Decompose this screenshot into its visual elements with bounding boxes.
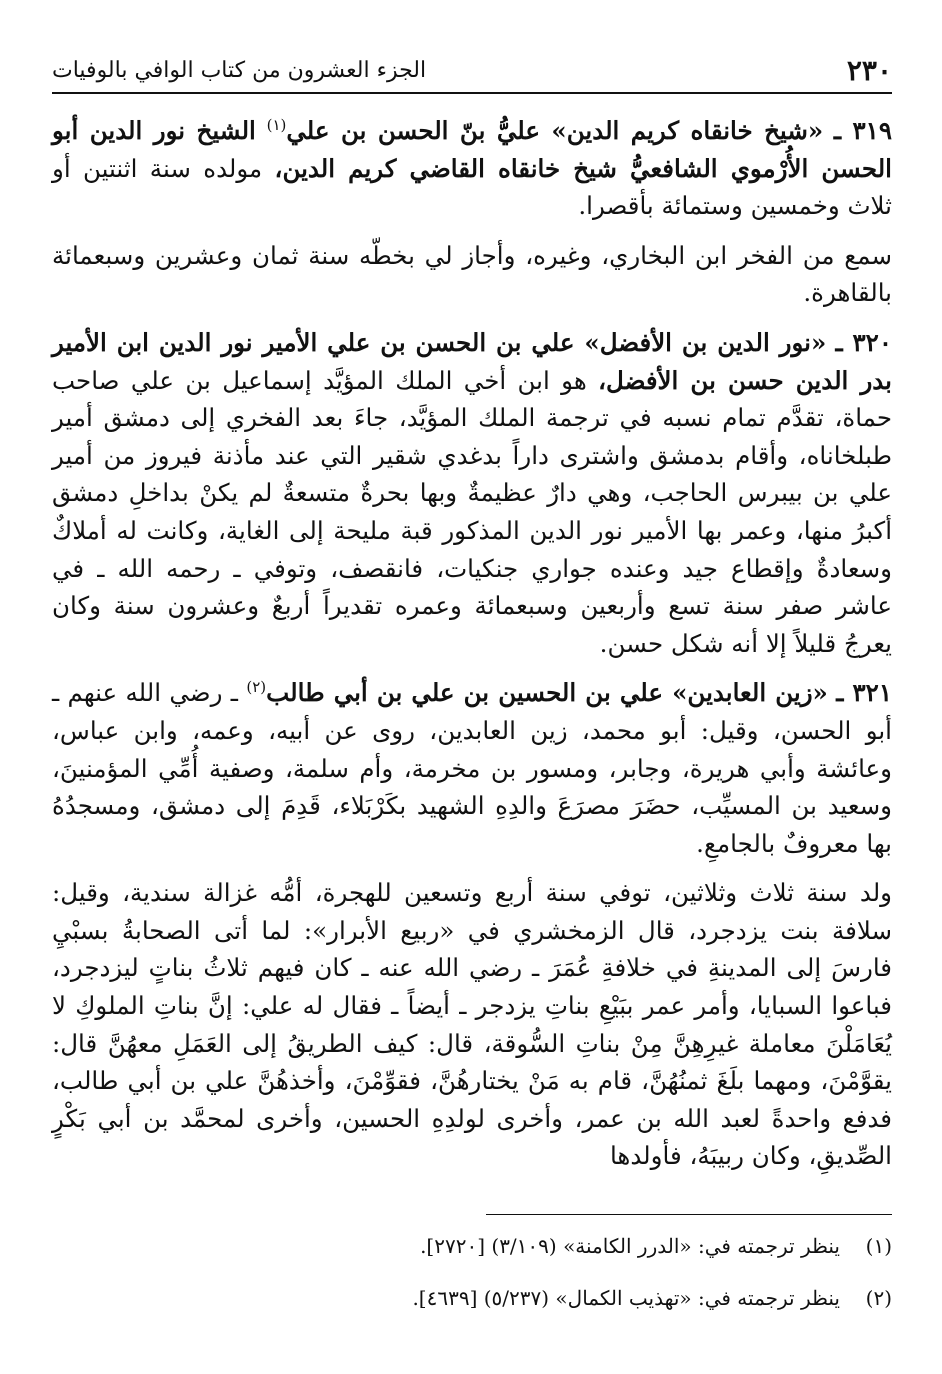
entry-320	[52, 324, 892, 662]
entry-heading: «شيخ خانقاه كريم الدين» عليُّ بنّ الحسن بن علي	[286, 116, 824, 145]
entry-heading: «نور الدين بن الأفضل» علي بن الحسن بن علي الأمير نور الدين ابن الأمير بدر الدين حسن بن الأفضل،	[52, 327, 892, 395]
entry-319	[52, 112, 892, 225]
footnote-ref: (١)	[266, 115, 287, 134]
running-title: الجزء العشرون من كتاب الوافي بالوفيات	[52, 58, 427, 83]
paragraph	[52, 874, 892, 1175]
footnote-mark: (٢)	[865, 1286, 892, 1310]
footnote-divider	[486, 1214, 892, 1215]
footnote-1	[300, 1232, 892, 1260]
entry-number: ٣٢١ ـ	[836, 678, 892, 708]
entry-text: هو ابن أخي الملك المؤيَّد إسماعيل بن علي صاحب حماة، تقدَّم تمام نسبه في ترجمة الملك المؤيَّد، جاءَ بعد الفخري إلى دمشق أمير طبلخاناه، وأقام بدمشق واشترى داراً بدغدي شقير التي عند مأذنة فيروز من أمير علي بن بيبرس الحاجب، وهي دارٌ عظيمةٌ وبها بحرةٌ متسعةٌ لم يكنْ بداخلِ دمشق أكبرُ منها، وعمر بها الأمير نور الدين المذكور قبة مليحة إلى الغاية، وكانت له أملاكٌ وسعادةٌ وإقطاع جيد وعنده جواري جنكيات، فانقصف، وتوفي ـ رحمه الله ـ في عاشر صفر سنة تسع وأربعين وسبعمائة وعمره تقديراً أربعٌ وعشرون سنة وكان يعرجُ قليلاً إلا أنه شكل حسن.	[52, 365, 892, 658]
entry-text: مولده سنة اثنتين أو ثلاث وخمسين وستمائة بأقصرا.	[52, 153, 892, 221]
footnotes	[300, 1232, 892, 1336]
footnote-text: ينظر ترجمته في: «تهذيب الكمال» (٥/٢٣٧) [٤٦٣٩].	[412, 1286, 840, 1310]
entry-heading-continued: الشيخ نور الدين أبو الحسن الأُرْموي الشافعيُّ شيخ خانقاه القاضي كريم الدين،	[52, 116, 892, 183]
paragraph	[52, 237, 892, 312]
footnote-mark: (١)	[865, 1234, 892, 1258]
page-header	[52, 48, 892, 94]
paragraph-text: سمع من الفخر ابن البخاري، وغيره، وأجاز لي بخطّه سنة ثمان وعشرين وسبعمائة بالقاهرة.	[52, 240, 892, 308]
paragraph-text: ولد سنة ثلاث وثلاثين، توفي سنة أربع وتسعين للهجرة، أمُّه غزالة سندية، وقيل: سلافة بنت يزدجرد، قال الزمخشري في «ربيع الأبرار»: لما أتى الصحابةُ بسبْيِ فارسَ إلى المدينةِ في خلافةِ عُمَرَ ـ رضي الله عنه ـ كان فيهم ثلاثُ بناتٍ ليزدجرد، فباعوا السبايا، وأمر عمر ببَيْعِ بناتِ يزدجر ـ أيضاً ـ فقال له علي: إنَّ بناتِ الملوكِ لا يُعَامَلْنَ معاملة غيرِهِنَّ مِنْ بناتِ السُّوقة، قال: كيف الطريقُ إلى العَمَلِ معهُنَّ قال: يقوَّمْنَ، ومهما بلَغَ ثمنُهُنَّ، قام به مَنْ يختارهُنَّ، فقوِّمْنَ، وأخذهُنَّ علي بن أبي طالب، فدفع واحدةً لعبد الله بن عمر، وأخرى لولدِهِ الحسين، وأخرى لمحمَّد بن أبي بَكْرٍ الصِّديقِ، وكان ربيبَهُ، فأولدها	[52, 878, 892, 1171]
footnote-2	[300, 1284, 892, 1312]
page-number: ٢٣٠	[846, 54, 892, 87]
entry-number: ٣١٩ ـ	[833, 116, 892, 145]
footnote-ref: (٢)	[246, 678, 267, 697]
main-text	[52, 112, 892, 1187]
entry-321	[52, 674, 892, 862]
entry-text: ـ رضي الله عنهم ـ أبو الحسن، وقيل: أبو محمد، زين العابدين، روى عن أبيه، وعمه، وابن عباس، وعائشة وأبي هريرة، وجابر، ومسور بن مخرمة، وأم سلمة، وصفية أُمِّي المؤمنينَ، وسعيد بن المسيِّب، حضَرَ مصرَعَ والدِهِ الشهيد بكَرْبَلاء، قَدِمَ إلى دمشق، ومسجدُهُ بها معروفٌ بالجامعِ.	[52, 678, 892, 858]
entry-heading: «زين العابدين» علي بن الحسين بن علي بن أبي طالب	[266, 678, 828, 708]
entry-number: ٣٢٠ ـ	[835, 327, 892, 357]
footnote-text: ينظر ترجمته في: «الدرر الكامنة» (٣/١٠٩) [٢٧٢٠].	[420, 1234, 840, 1258]
